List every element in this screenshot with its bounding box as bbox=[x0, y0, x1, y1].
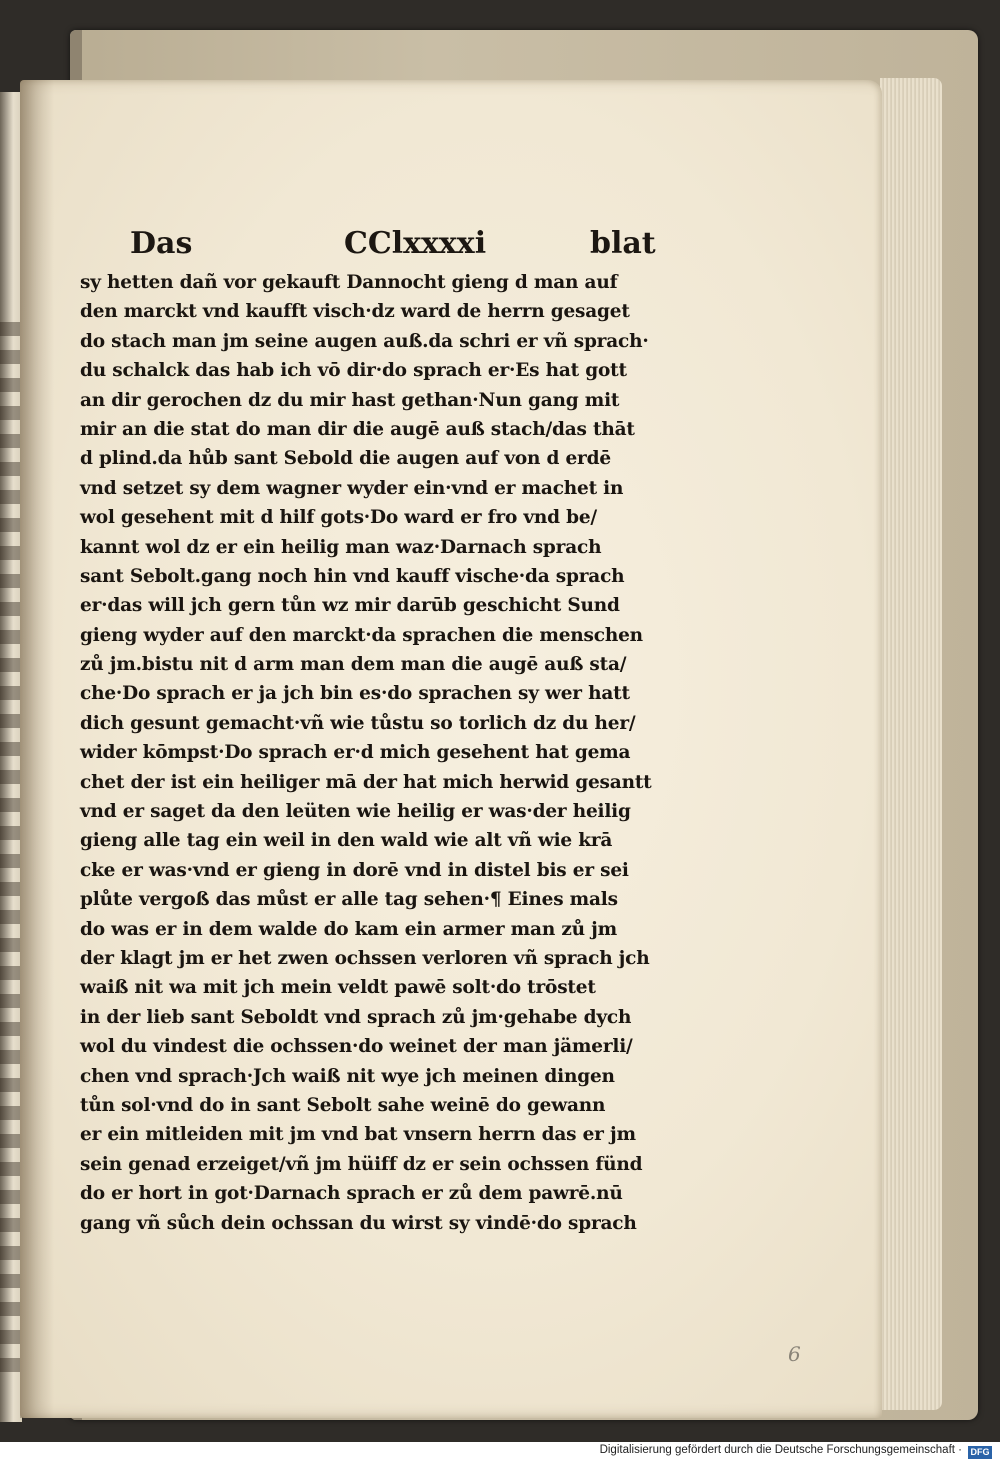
text-line: wol gesehent mit d hilf gots·Do ward er fro vnd be/ bbox=[80, 507, 597, 529]
text-line: sy hetten dañ vor gekauft Dannocht gieng d man auf bbox=[80, 272, 618, 293]
running-header bbox=[130, 222, 660, 266]
text-line: er ein mitleiden mit jm vnd bat vnsern herrn das er jm bbox=[80, 1124, 636, 1146]
text-line: gieng alle tag ein weil in den wald wie alt vñ wie krā bbox=[80, 830, 613, 852]
text-line: wol du vindest die ochssen·do weinet der man jämerli/ bbox=[80, 1036, 633, 1058]
text-line: vnd setzet sy dem wagner wyder ein·vnd er machet in bbox=[80, 477, 624, 499]
left-page-sliver bbox=[0, 92, 22, 1422]
text-line: sein genad erzeiget/vñ jm hüiff dz er sein ochssen fünd bbox=[80, 1153, 643, 1175]
text-line: er·das will jch gern tůn wz mir darūb geschicht Sund bbox=[80, 595, 620, 617]
text-line: der klagt jm er het zwen ochssen verloren vñ sprach jch bbox=[80, 947, 650, 969]
text-line: mir an die stat do man dir die augē auß stach/das thāt bbox=[80, 418, 635, 440]
text-line: wider kōmpst·Do sprach er·d mich gesehent hat gema bbox=[80, 742, 631, 764]
text-line: plůte vergoß das můst er alle tag sehen·¶ Eines mals bbox=[80, 889, 618, 911]
text-line: kannt wol dz er ein heilig man waz·Darnach sprach bbox=[80, 536, 602, 558]
text-line: do was er in dem walde do kam ein armer man zů jm bbox=[80, 918, 617, 940]
text-line: cke er was·vnd er gieng in dorē vnd in distel bis er sei bbox=[80, 859, 629, 881]
page-gutter-shadow bbox=[20, 80, 54, 1418]
text-line: gieng wyder auf den marckt·da sprachen die menschen bbox=[80, 624, 643, 646]
pencil-folio-mark: 6 bbox=[788, 1342, 801, 1366]
text-line: waiß nit wa mit jch mein veldt pawē solt·do trōstet bbox=[80, 977, 596, 999]
text-line: gang vñ sůch dein ochssan du wirst sy vindē·do sprach bbox=[80, 1212, 637, 1234]
funding-credit: Digitalisierung gefördert durch die Deutsche Forschungsgemeinschaft · bbox=[599, 1444, 962, 1456]
text-line: tůn sol·vnd do in sant Sebolt sahe weinē do gewann bbox=[80, 1094, 606, 1116]
text-line: chet der ist ein heiliger mā der hat mich herwid gesantt bbox=[80, 771, 652, 793]
text-line: che·Do sprach er ja jch bin es·do sprachen sy wer hatt bbox=[80, 683, 630, 705]
text-line: in der lieb sant Seboldt vnd sprach zů jm·gehabe dych bbox=[80, 1006, 632, 1028]
text-line: dich gesunt gemacht·vñ wie tůstu so torlich dz du her/ bbox=[80, 712, 636, 734]
text-block bbox=[80, 268, 700, 1238]
text-line: chen vnd sprach·Jch waiß nit wye jch meinen dingen bbox=[80, 1065, 615, 1087]
text-line: do er hort in got·Darnach sprach er zů dem pawrē.nū bbox=[80, 1183, 623, 1205]
text-line: vnd er saget da den leüten wie heilig er was·der heilig bbox=[80, 801, 631, 823]
dfg-logo: DFG bbox=[968, 1446, 992, 1459]
left-page-text-fragment bbox=[0, 322, 20, 1372]
footer-bar bbox=[0, 1442, 1000, 1463]
text-line: do stach man jm seine augen auß.da schri er vñ sprach· bbox=[80, 330, 649, 352]
header-left-word: Das bbox=[130, 226, 193, 261]
text-line: zů jm.bistu nit d arm man dem man die augē auß sta/ bbox=[80, 654, 627, 676]
text-line: du schalck das hab ich vō dir·do sprach er·Es hat gott bbox=[80, 360, 627, 382]
header-right-word: blat bbox=[590, 226, 656, 261]
folio-number: CClxxxxi bbox=[344, 226, 487, 261]
page-edges bbox=[880, 78, 942, 1410]
text-line: den marckt vnd kaufft visch·dz ward de herrn gesaget bbox=[80, 301, 630, 323]
text-line: d plind.da hůb sant Sebold die augen auf von d erdē bbox=[80, 448, 611, 470]
text-line: sant Sebolt.gang noch hin vnd kauff vische·da sprach bbox=[80, 565, 625, 587]
text-line: an dir gerochen dz du mir hast gethan·Nun gang mit bbox=[80, 389, 620, 411]
